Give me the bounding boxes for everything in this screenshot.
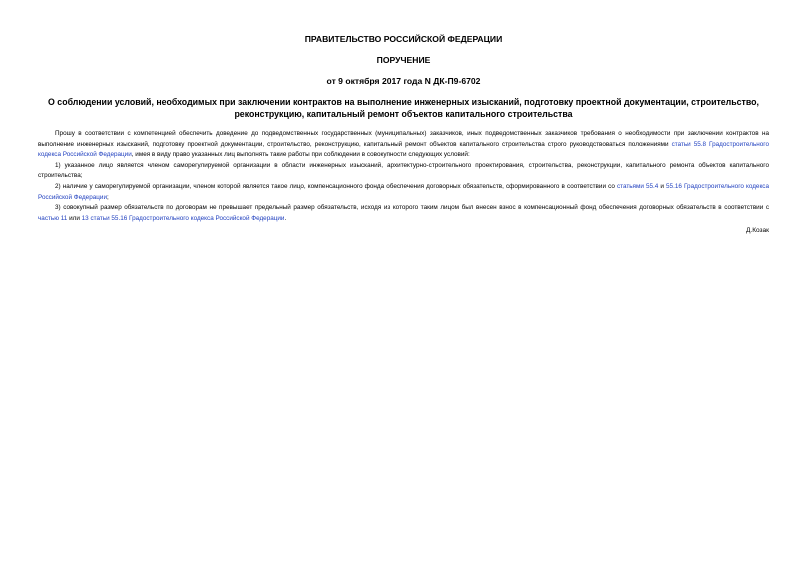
intro-paragraph xyxy=(38,129,769,161)
condition-2-paragraph xyxy=(38,182,769,203)
link-article-55-16[interactable]: 55.16 Градостроительного кодекса Российской Федерации xyxy=(38,182,769,201)
link-part-11[interactable]: частью 11 xyxy=(38,214,68,222)
document-subject: О соблюдении условий, необходимых при заключении контрактов на выполнение инженерных изысканий, подготовку проектной документации, строительство, реконструкцию, капитальный ремонт объектов капитального строительства xyxy=(48,97,759,119)
intro-text-1: Прошу в соответствии с компетенцией обеспечить доведение до подведомственных государственных (муниципальных) заказчиков, иных подведомственных заказчиков требования о необходимости при заключении контрактов на выполнение инженерных изысканий, подготовку проектной документации, строительство, реконструкцию, капитальный ремонт объектов капитального строительства строго руководствоваться положениями xyxy=(38,130,769,148)
condition-3-paragraph xyxy=(38,203,769,224)
document-page xyxy=(38,34,769,236)
document-body xyxy=(38,129,769,224)
intro-text-2: , имея в виду право указанных лиц выполнять такие работы при соблюдении в совокупности следующих условий: xyxy=(131,151,470,159)
document-date-number: от 9 октября 2017 года N ДК-П9-6702 xyxy=(326,76,481,86)
condition-2-text-3: ; xyxy=(106,193,109,201)
condition-3-text-2: или xyxy=(67,214,82,222)
signature: Д.Козак xyxy=(746,227,769,235)
condition-1-paragraph: 1) указанное лицо является членом саморегулируемой организации в области инженерных изысканий, архитектурно-строительного проектирования, строительства, реконструкции, капитального ремонта объектов капитального строительства; xyxy=(38,161,769,180)
document-type: ПОРУЧЕНИЕ xyxy=(376,55,431,65)
link-part-13-article-55-16[interactable]: 13 статьи 55.16 Градостроительного кодекса Российской Федерации xyxy=(81,214,285,222)
condition-3-text-3: . xyxy=(284,214,287,222)
condition-2-text-2: и xyxy=(658,182,667,190)
issuing-authority: ПРАВИТЕЛЬСТВО РОССИЙСКОЙ ФЕДЕРАЦИИ xyxy=(304,34,503,44)
condition-2-text-1: 2) наличие у саморегулируемой организации, членом которой является такое лицо, компенсационного фонда обеспечения договорных обязательств, сформированного в соответствии со xyxy=(55,182,617,190)
link-article-55-8[interactable]: статьи 55.8 Градостроительного кодекса Российской Федерации xyxy=(38,140,769,159)
link-article-55-4[interactable]: статьями 55.4 xyxy=(616,182,659,190)
condition-3-text-1: 3) совокупный размер обязательств по договорам не превышает предельный размер обязательств, исходя из которого таким лицом был внесен взнос в компенсационный фонд обеспечения договорных обязательств в соответствии с xyxy=(55,204,769,212)
